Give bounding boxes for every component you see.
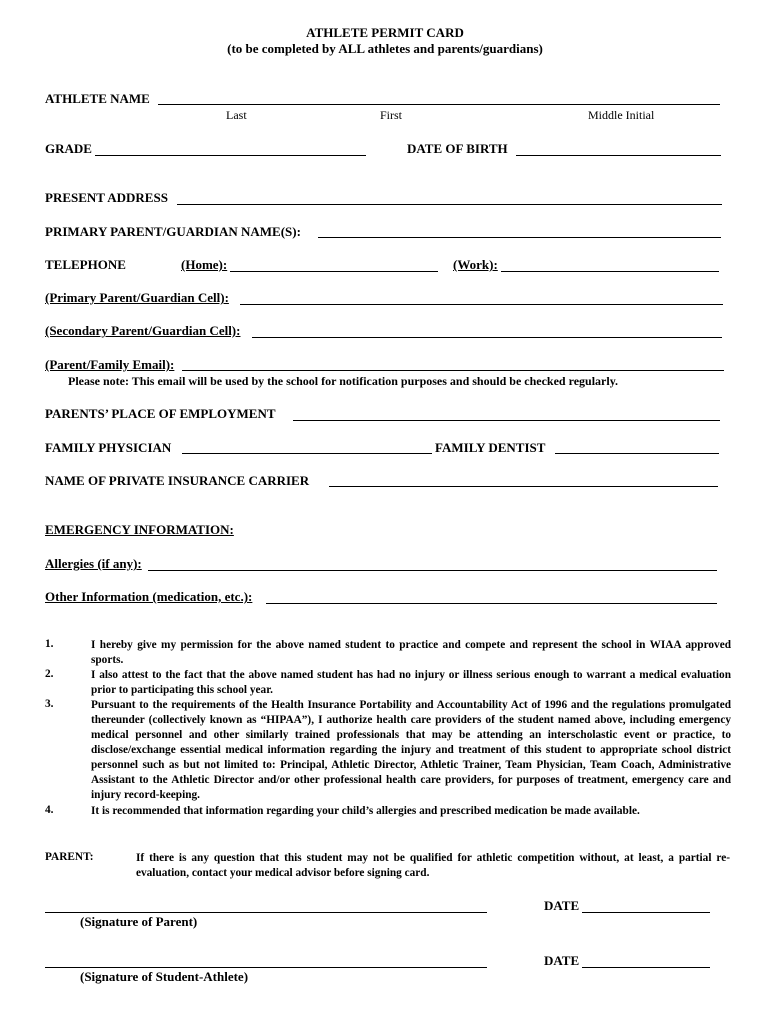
allergies-label: Allergies (if any):	[45, 556, 142, 571]
date-of-birth-label: DATE OF BIRTH	[407, 141, 508, 156]
parent-date-label: DATE	[544, 898, 580, 913]
other-info-label: Other Information (medication, etc.):	[45, 589, 253, 604]
student-signature-caption: (Signature of Student-Athlete)	[80, 969, 249, 984]
parent-note-label: PARENT:	[45, 851, 94, 863]
other-info-field[interactable]	[266, 603, 717, 604]
primary-cell-label: (Primary Parent/Guardian Cell):	[45, 290, 229, 305]
insurance-label: NAME OF PRIVATE INSURANCE CARRIER	[45, 473, 310, 488]
allergies-field[interactable]	[148, 570, 717, 571]
present-address-label: PRESENT ADDRESS	[45, 190, 168, 205]
student-date-field[interactable]	[582, 967, 710, 968]
first-name-caption: First	[380, 108, 403, 122]
guardian-names-label: PRIMARY PARENT/GUARDIAN NAME(S):	[45, 224, 301, 239]
dentist-field[interactable]	[555, 453, 719, 454]
parent-note-text: If there is any question that this student may not be qualified for athletic competition without, at least, a partial re-evaluation, contact your medical advisor before signing card.	[136, 852, 730, 879]
parent-date-field[interactable]	[582, 912, 710, 913]
physician-label: FAMILY PHYSICIAN	[45, 440, 172, 455]
secondary-cell-field[interactable]	[252, 337, 722, 338]
student-signature-field[interactable]	[45, 967, 487, 968]
statement-number: 2.	[45, 668, 54, 680]
email-field[interactable]	[182, 370, 724, 371]
emergency-heading: EMERGENCY INFORMATION:	[45, 522, 234, 537]
home-phone-label: (Home):	[181, 257, 228, 272]
date-of-birth-field[interactable]	[516, 155, 721, 156]
employment-label: PARENTS’ PLACE OF EMPLOYMENT	[45, 406, 276, 421]
athlete-name-label: ATHLETE NAME	[45, 91, 150, 106]
grade-label: GRADE	[45, 141, 92, 156]
parent-signature-field[interactable]	[45, 912, 487, 913]
grade-field[interactable]	[95, 155, 366, 156]
primary-cell-field[interactable]	[240, 304, 723, 305]
parent-signature-caption: (Signature of Parent)	[80, 914, 198, 929]
form-title: ATHLETE PERMIT CARD	[306, 25, 464, 40]
statement-number: 4.	[45, 804, 54, 816]
guardian-names-field[interactable]	[318, 237, 721, 238]
work-phone-label: (Work):	[453, 257, 498, 272]
insurance-field[interactable]	[329, 486, 718, 487]
form-subtitle: (to be completed by ALL athletes and parents/guardians)	[227, 41, 543, 56]
statement-text: I hereby give my permission for the above named student to practice and compete and represent the school in WIAA approved sports.	[91, 639, 731, 666]
home-phone-field[interactable]	[230, 271, 438, 272]
email-label: (Parent/Family Email):	[45, 357, 175, 372]
last-name-caption: Last	[226, 108, 247, 122]
employment-field[interactable]	[293, 420, 720, 421]
middle-initial-caption: Middle Initial	[588, 108, 655, 122]
statement-text: Pursuant to the requirements of the Health Insurance Portability and Accountability Act of 1996 and the regulations promulgated thereunder (collectively known as “HIPAA”), I authorize health care providers of the student named above, including emergency medical personnel and other similarly trained professionals that may be attending an interscholastic event or practice, to disclose/exchange essential medical information regarding the injury and treatment of this student to appropriate school district personnel such as but not limited to: Principal, Athletic Director, Athletic Trainer, Team Physician, Team Coach, Administrative Assistant to the Athletic Director and/or other professional health care providers, for purposes of treatment, emergency care and injury record-keeping.	[91, 699, 731, 801]
statement-number: 1.	[45, 638, 54, 650]
student-date-label: DATE	[544, 953, 580, 968]
athlete-name-field[interactable]	[158, 104, 720, 105]
telephone-label: TELEPHONE	[45, 257, 126, 272]
statement-text: I also attest to the fact that the above named student has had no injury or illness serious enough to warrant a medical evaluation prior to participating this school year.	[91, 669, 731, 696]
secondary-cell-label: (Secondary Parent/Guardian Cell):	[45, 323, 241, 338]
dentist-label: FAMILY DENTIST	[435, 440, 546, 455]
statement-text: It is recommended that information regarding your child’s allergies and prescribed medication be made available.	[91, 805, 640, 817]
email-note: Please note: This email will be used by the school for notification purposes and should be checked regularly.	[68, 374, 619, 388]
statement-number: 3.	[45, 698, 54, 710]
physician-field[interactable]	[182, 453, 432, 454]
work-phone-field[interactable]	[501, 271, 719, 272]
present-address-field[interactable]	[177, 204, 722, 205]
